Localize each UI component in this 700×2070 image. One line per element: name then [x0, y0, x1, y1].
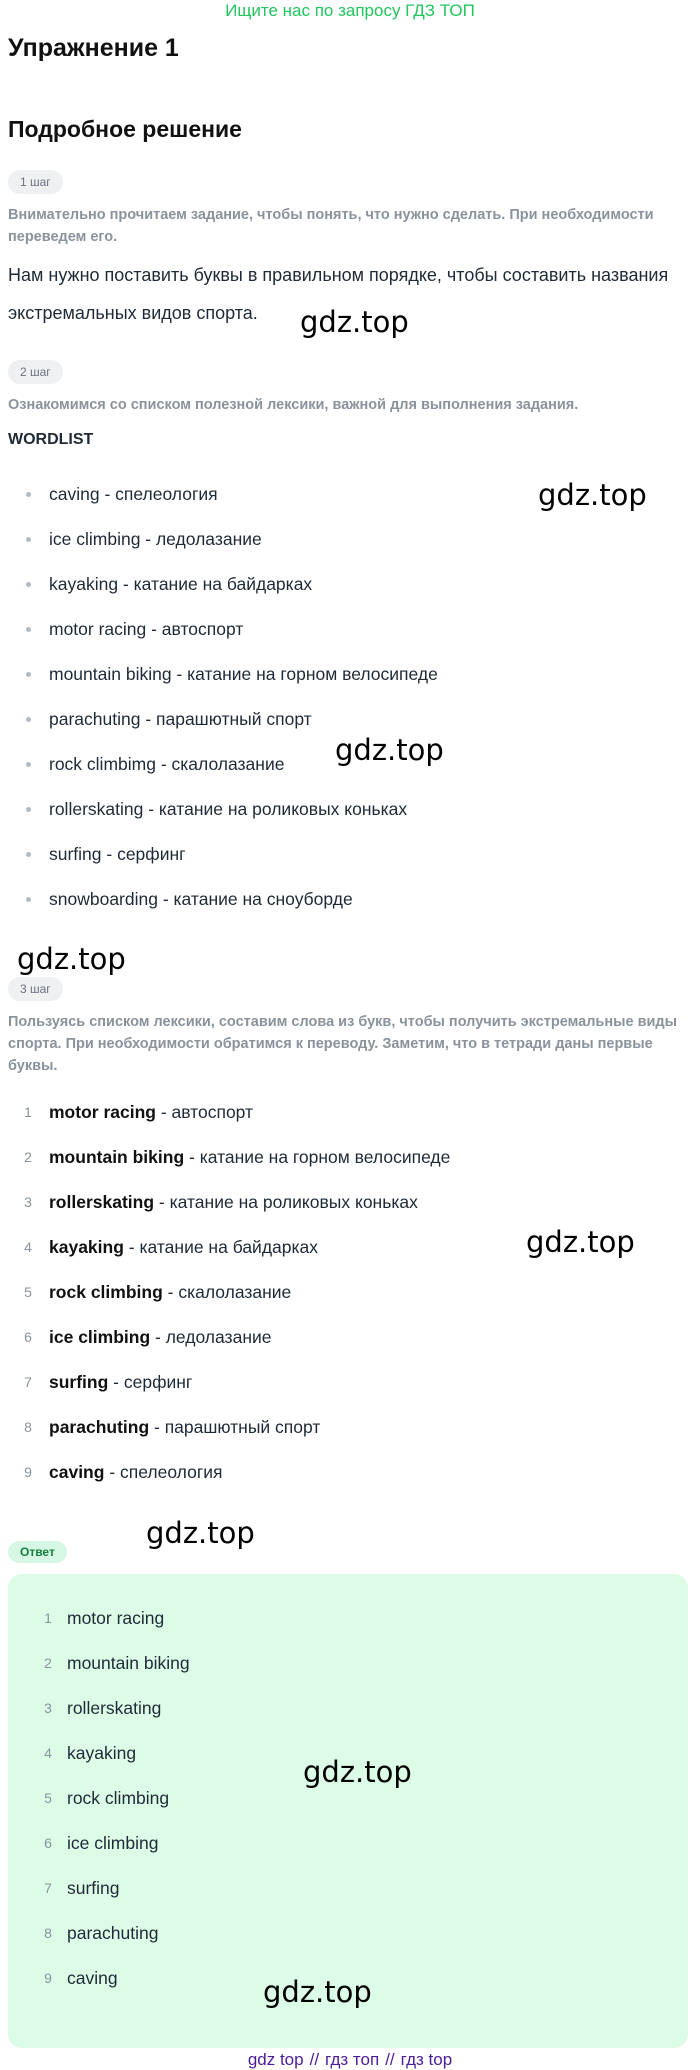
bullet-dot	[26, 582, 31, 587]
item-text: ice climbing	[67, 1833, 159, 1853]
item-text: parachuting	[67, 1923, 159, 1943]
item-number: 4	[44, 1745, 52, 1761]
item-number: 6	[24, 1329, 32, 1345]
section-title: Подробное решение	[8, 116, 242, 142]
item-text: kayaking	[67, 1743, 137, 1763]
watermark: gdz.top	[263, 1975, 372, 2009]
list-item: mountain biking - катание на горном велосипеде	[0, 652, 700, 697]
watermark: gdz.top	[146, 1516, 255, 1550]
list-item	[8, 1641, 700, 1686]
list-item: rock climbimg - скалолазание	[0, 742, 700, 787]
item-number: 9	[44, 1970, 52, 1986]
item-number: 3	[24, 1194, 32, 1210]
bullet-dot	[26, 897, 31, 902]
footer-separator: //	[385, 2050, 395, 2069]
item-number: 4	[24, 1239, 32, 1255]
bullet-dot	[26, 627, 31, 632]
wordlist	[0, 472, 700, 922]
step-2-badge: 2 шаг	[8, 360, 63, 384]
wordlist-title: WORDLIST	[8, 431, 94, 448]
item-text: mountain biking	[67, 1653, 190, 1673]
step-3-badge: 3 шаг	[8, 977, 63, 1001]
item-translation: - катание на байдарках	[123, 1237, 319, 1257]
item-term: caving	[49, 1462, 105, 1482]
answer-badge: Ответ	[8, 1541, 67, 1563]
list-item	[8, 1821, 700, 1866]
footer-link[interactable]: гдз top	[400, 2050, 453, 2069]
item-term: parachuting	[49, 1417, 150, 1437]
item-text: rollerskating	[67, 1698, 162, 1718]
watermark: gdz.top	[303, 1755, 412, 1789]
step-3-list	[0, 1090, 700, 1495]
item-term: motor racing	[49, 1102, 156, 1122]
item-number: 8	[44, 1925, 52, 1941]
list-item: parachuting - парашютный спорт	[0, 697, 700, 742]
item-term: surfing	[49, 1372, 109, 1392]
item-number: 1	[24, 1104, 32, 1120]
list-item: rollerskating - катание на роликовых коньках	[0, 787, 700, 832]
step-2-hint: Ознакомимся со списком полезной лексики, важной для выполнения задания.	[8, 397, 579, 413]
item-number: 1	[44, 1610, 52, 1626]
list-item: kayaking - катание на байдарках	[0, 562, 700, 607]
list-item: caving - спелеология	[0, 472, 700, 517]
item-translation: - скалолазание	[162, 1282, 292, 1302]
item-text: caving	[67, 1968, 118, 1988]
search-hint-banner: Ищите нас по запросу ГДЗ ТОП	[225, 1, 475, 20]
item-text: rock climbing	[67, 1788, 170, 1808]
item-number: 2	[24, 1149, 32, 1165]
item-translation: - парашютный спорт	[149, 1417, 321, 1437]
list-item	[0, 1270, 700, 1315]
item-translation: - серфинг	[108, 1372, 193, 1392]
list-item	[0, 1405, 700, 1450]
watermark: gdz.top	[335, 733, 444, 767]
watermark: gdz.top	[17, 942, 126, 976]
bullet-dot	[26, 762, 31, 767]
footer-separator: //	[309, 2050, 320, 2069]
bullet-dot	[26, 672, 31, 677]
watermark: gdz.top	[538, 478, 647, 512]
item-text: motor racing	[67, 1608, 165, 1628]
item-term: rollerskating	[49, 1192, 155, 1212]
item-translation: - ледолазание	[150, 1327, 272, 1347]
item-number: 2	[44, 1655, 52, 1671]
item-number: 8	[24, 1419, 32, 1435]
list-item	[8, 1596, 700, 1641]
item-translation: - катание на роликовых коньках	[154, 1192, 418, 1212]
list-item: motor racing - автоспорт	[0, 607, 700, 652]
list-item	[0, 1090, 700, 1135]
list-item	[8, 1911, 700, 1956]
watermark: gdz.top	[526, 1225, 635, 1259]
item-number: 7	[24, 1374, 32, 1390]
bullet-dot	[26, 492, 31, 497]
item-number: 9	[24, 1464, 32, 1480]
list-item	[8, 1866, 700, 1911]
item-translation: - автоспорт	[155, 1102, 254, 1122]
answer-list	[8, 1596, 700, 2001]
list-item: snowboarding - катание на сноуборде	[0, 877, 700, 922]
list-item	[0, 1135, 700, 1180]
step-1-text: Нам нужно поставить буквы в правильном порядке, чтобы составить названия экстремальных видов спорта.	[8, 265, 669, 323]
bullet-dot	[26, 537, 31, 542]
item-translation: - спелеология	[104, 1462, 223, 1482]
item-term: rock climbing	[49, 1282, 163, 1302]
list-item: surfing - серфинг	[0, 832, 700, 877]
item-number: 5	[44, 1790, 52, 1806]
item-number: 6	[44, 1835, 52, 1851]
footer-link[interactable]: гдз топ	[325, 2050, 380, 2069]
item-term: kayaking	[49, 1237, 124, 1257]
item-term: ice climbing	[49, 1327, 151, 1347]
item-number: 3	[44, 1700, 52, 1716]
item-translation: - катание на горном велосипеде	[184, 1147, 451, 1167]
item-number: 7	[44, 1880, 52, 1896]
bullet-dot	[26, 717, 31, 722]
item-term: mountain biking	[49, 1147, 185, 1167]
list-item	[0, 1315, 700, 1360]
step-1-badge: 1 шаг	[8, 170, 63, 194]
page-title: Упражнение 1	[8, 34, 179, 62]
footer-link[interactable]: gdz top	[247, 2050, 304, 2069]
bullet-dot	[26, 807, 31, 812]
item-text: surfing	[67, 1878, 120, 1898]
list-item	[8, 1686, 700, 1731]
watermark: gdz.top	[300, 305, 409, 339]
list-item	[0, 1180, 700, 1225]
bullet-dot	[26, 852, 31, 857]
item-number: 5	[24, 1284, 32, 1300]
step-3-hint: Пользуясь списком лексики, составим слова из букв, чтобы получить экстремальные виды спорта. При необходимости обратимся к переводу. Заметим, что в тетради даны первые буквы.	[8, 1014, 677, 1074]
list-item	[0, 1360, 700, 1405]
step-1-hint: Внимательно прочитаем задание, чтобы понять, что нужно сделать. При необходимости переведем его.	[8, 207, 654, 245]
list-item: ice climbing - ледолазание	[0, 517, 700, 562]
footer	[0, 2050, 700, 2070]
list-item	[0, 1450, 700, 1495]
